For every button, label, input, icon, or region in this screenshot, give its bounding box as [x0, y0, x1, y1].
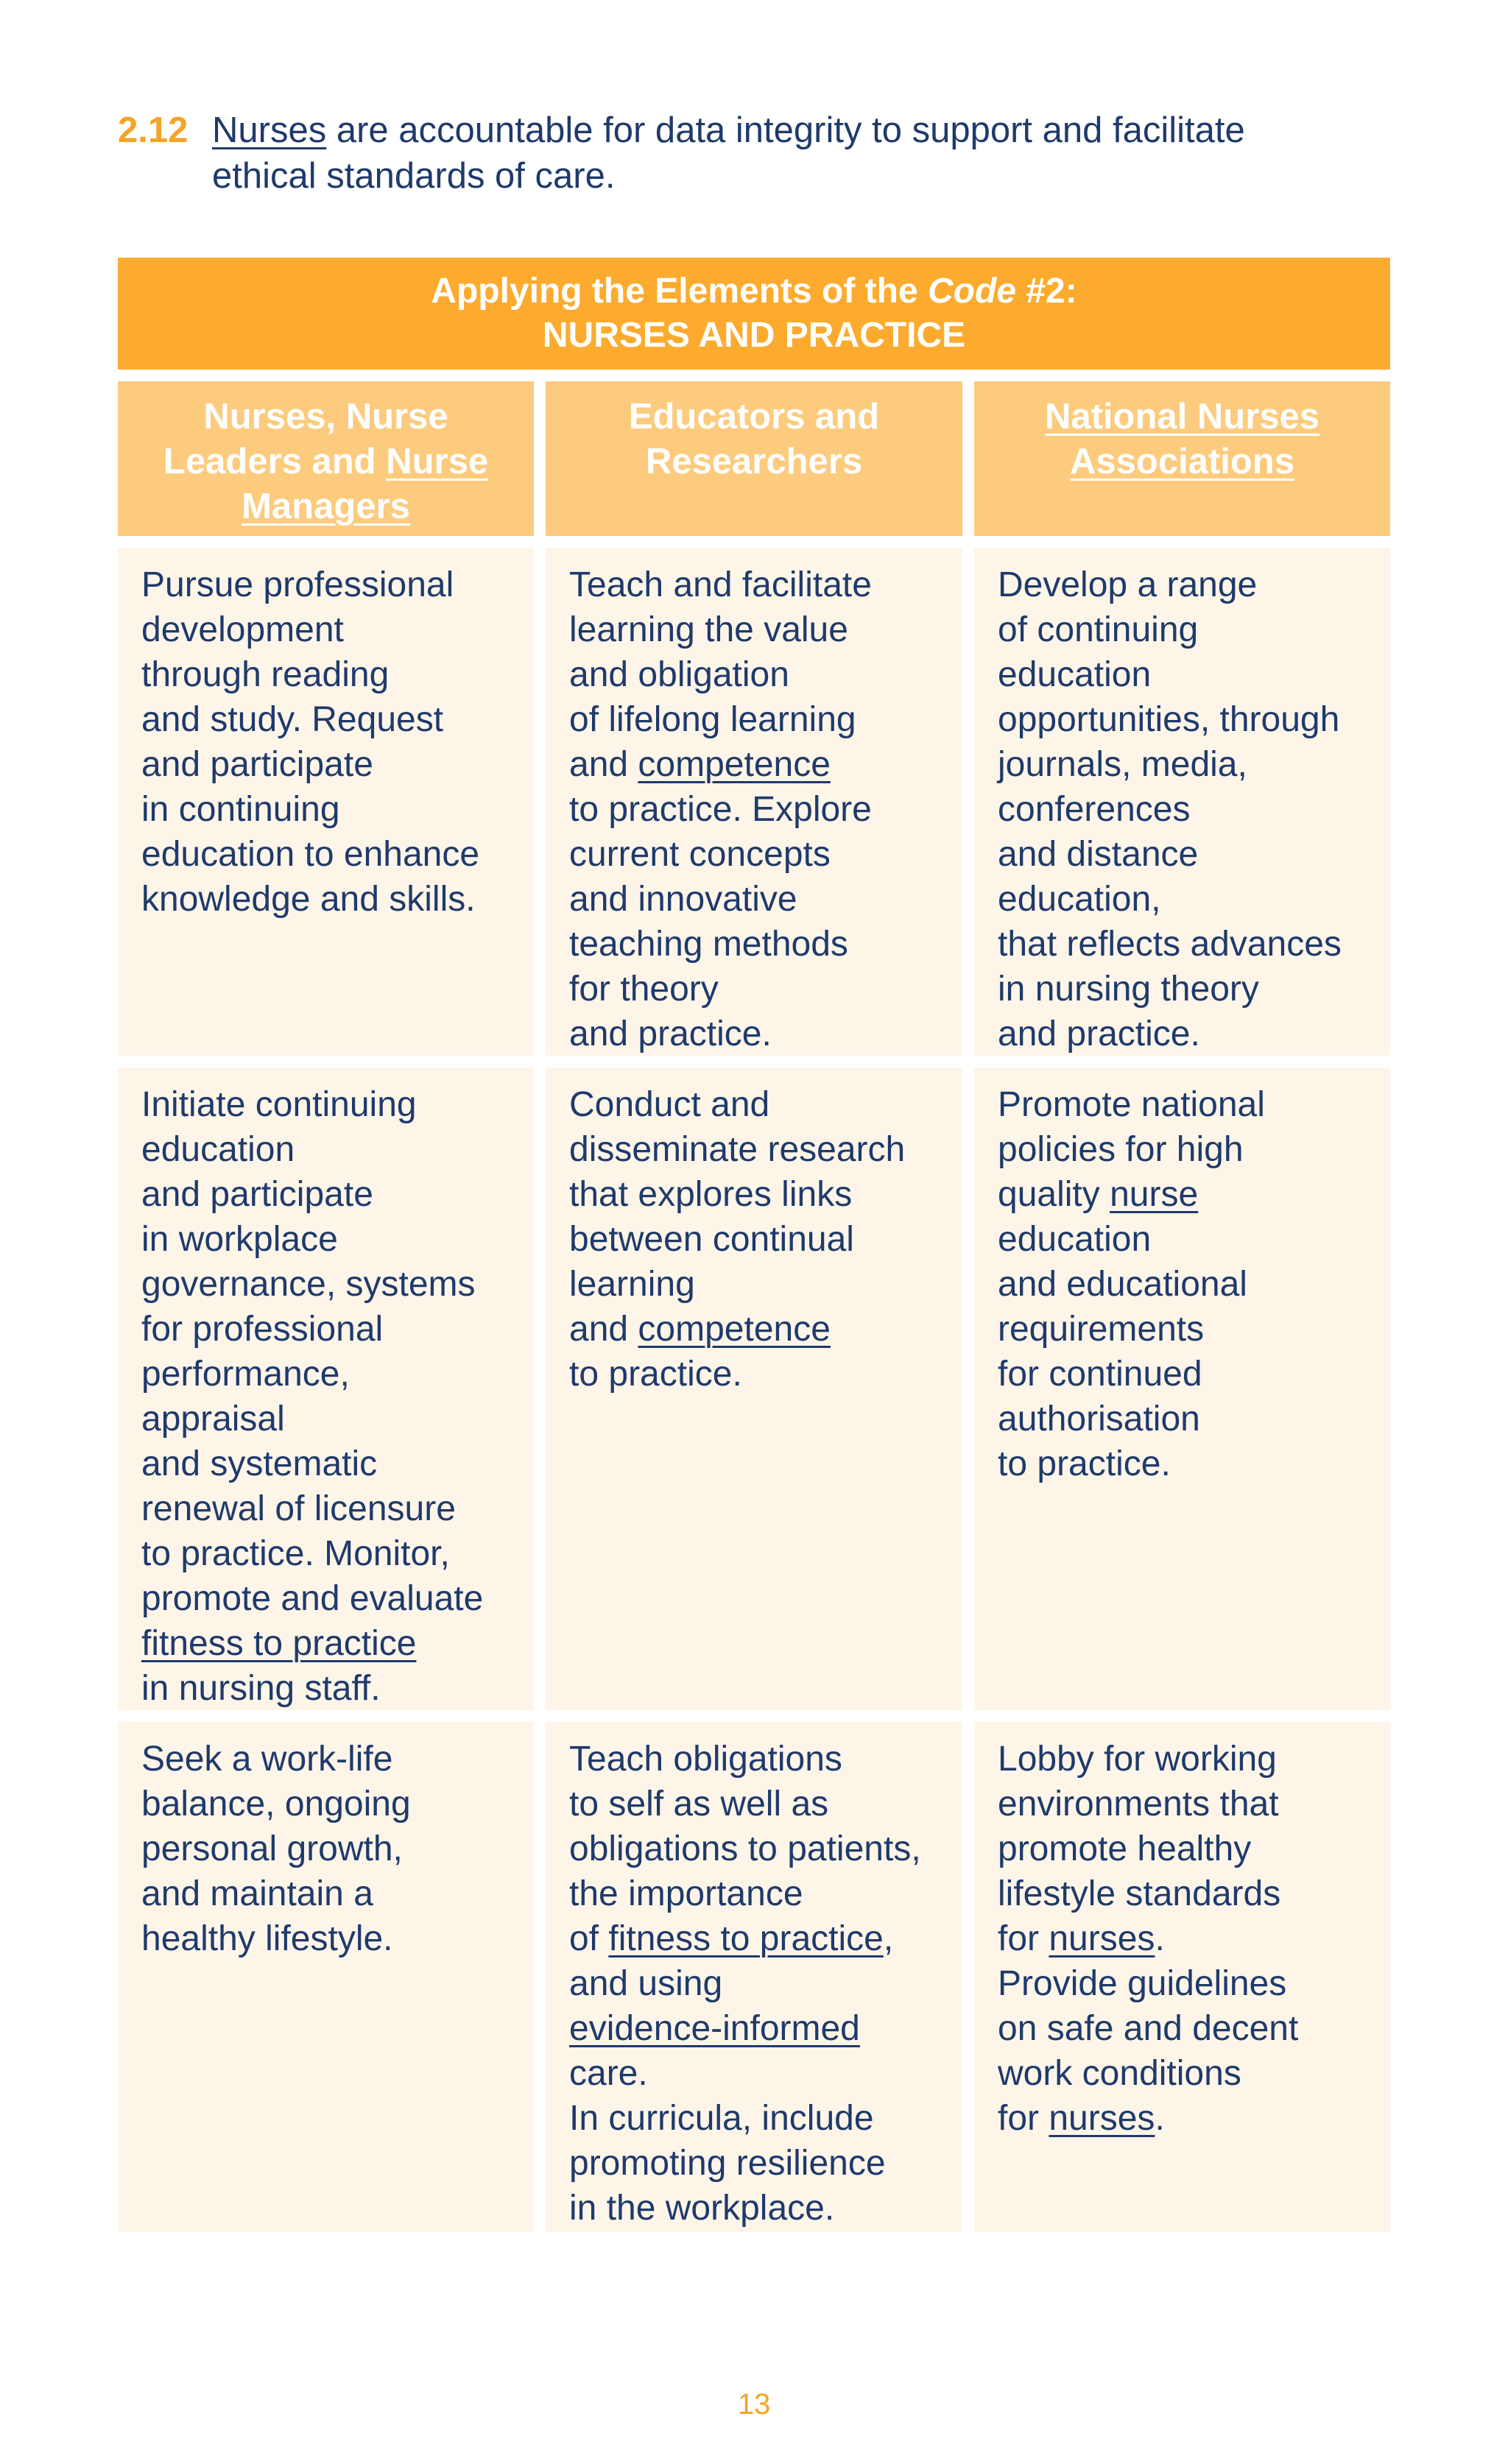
- table-cell-r1-c2: Teach and facilitate learning the value and obligation of lifelong learning and competence to practice. Explore current concepts and innovative teaching methods for theory and practice.: [546, 548, 962, 1056]
- column-header-nna: [974, 381, 1390, 536]
- nurses-link[interactable]: nurses: [1049, 2099, 1155, 2138]
- table-cell-r3-c2: Teach obligations to self as well as obligations to patients, the importance of fitness to practice, and using evidence-informed care. In curricula, include promoting resilience in the workplace.: [546, 1722, 962, 2232]
- column-header-nurses: Nurses, Nurse Leaders and Nurse Managers: [118, 381, 534, 536]
- table-title: Applying the Elements of the Code #2: NURSES AND PRACTICE: [118, 258, 1390, 370]
- national-nurses-associations-link[interactable]: National Nurses Associations: [1044, 397, 1320, 481]
- page-number: 13: [737, 2388, 771, 2421]
- table-cell-r3-c1: Seek a work-life balance, ongoing personal growth, and maintain a healthy lifestyle.: [118, 1722, 534, 2232]
- competence-link[interactable]: competence: [638, 1310, 831, 1349]
- code-elements-table: [118, 258, 1390, 2232]
- nurse-managers-link[interactable]: Nurse Managers: [242, 442, 489, 526]
- nurses-link[interactable]: Nurses: [212, 110, 327, 150]
- table-grid: [118, 381, 1390, 2232]
- section-number: 2.12: [118, 110, 188, 150]
- table-cell-r2-c2: Conduct and disseminate research that explores links between continual learning and competence to practice.: [546, 1067, 962, 1710]
- table-cell-r1-c3: Develop a range of continuing education opportunities, through journals, media, conferences and distance education, that reflects advances in nursing theory and practice.: [974, 548, 1390, 1056]
- table-cell-r2-c1: Initiate continuing education and participate in workplace governance, systems for professional performance, appraisal and systematic renewal of licensure to practice. Monitor, promote and evaluate fitness to practice in nursing staff.: [118, 1067, 534, 1710]
- table-cell-r3-c3: Lobby for working environments that promote healthy lifestyle standards for nurses. Provide guidelines on safe and decent work conditions for nurses.: [974, 1722, 1390, 2232]
- section-text: Nurses are accountable for data integrity to support and facilitate ethical standards of care.: [212, 110, 1245, 196]
- column-header-educators: Educators and Researchers: [546, 381, 962, 536]
- evidence-informed-link[interactable]: evidence-informed: [569, 2009, 860, 2048]
- competence-link[interactable]: competence: [638, 745, 831, 784]
- section-2-12: [118, 107, 1428, 199]
- fitness-to-practice-link[interactable]: fitness to practice: [141, 1624, 417, 1663]
- table-cell-r1-c1: Pursue professional development through reading and study. Request and participate in continuing education to enhance knowledge and skills.: [118, 548, 534, 1056]
- nurse-link[interactable]: nurse: [1110, 1175, 1199, 1214]
- fitness-to-practice-link[interactable]: fitness to practice: [608, 1919, 884, 1958]
- nurses-link[interactable]: nurses: [1049, 1919, 1155, 1958]
- table-cell-r2-c3: Promote national policies for high quality nurse education and educational requirements for continued authorisation to practice.: [974, 1067, 1390, 1710]
